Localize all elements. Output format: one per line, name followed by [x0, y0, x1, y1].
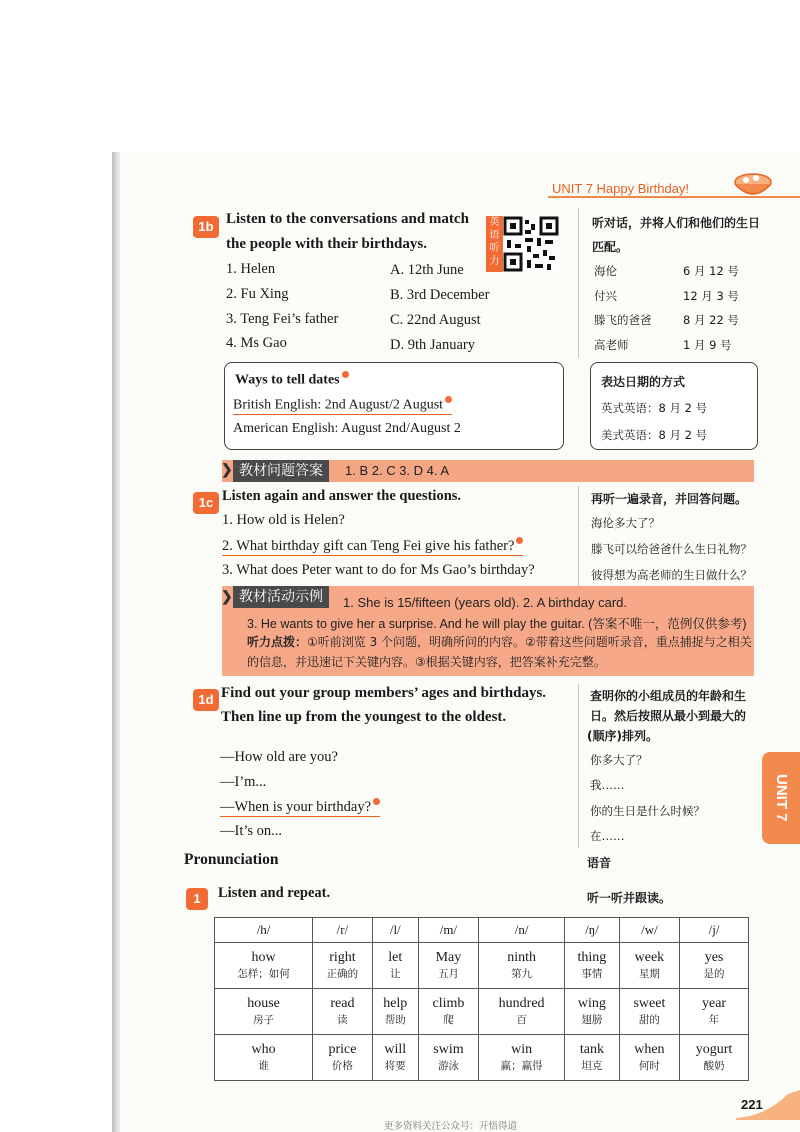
- date-item: C. 22nd August: [390, 312, 481, 328]
- table-row: [215, 989, 749, 1035]
- dialogue-line: —When is your birthday?: [220, 798, 380, 817]
- word-cell: help 帮助: [372, 989, 418, 1035]
- word-cell: thing 事情: [565, 943, 620, 989]
- cn-title-1c: 再听一遍录音，并回答问题。: [591, 492, 748, 506]
- phoneme-header: /w/: [619, 918, 679, 943]
- cn-question: 滕飞可以给爸爸什么生日礼物？: [591, 542, 752, 556]
- cn-dialogue-line: 在……: [590, 829, 625, 843]
- word-cell: wing 翅膀: [565, 989, 620, 1035]
- cn-title-1d-line1: 查明你的小组成员的年龄和生: [590, 689, 747, 703]
- question-item: 3. What does Peter want to do for Ms Gao’s birthday?: [222, 562, 535, 578]
- cn-question: 彼得想为高老师的生日做什么？: [591, 568, 752, 582]
- answer-1c-line1: 1. She is 15/fifteen (years old). 2. A birthday card.: [343, 595, 627, 610]
- date-item: D. 9th January: [390, 337, 475, 353]
- column-divider: [578, 208, 579, 358]
- chevron-right-icon: ❯: [221, 588, 233, 604]
- chevron-right-icon: ❯: [221, 461, 233, 477]
- side-tab-label: UNIT 7: [773, 774, 790, 822]
- section-1c-title: Listen again and answer the questions.: [222, 488, 462, 504]
- word-cell: when 何时: [619, 1035, 679, 1081]
- answer-1c-line2: 3. He wants to give her a surprise. And he will play the guitar. (答案不唯一，范例仅供参考): [247, 617, 747, 631]
- section-1b-badge: 1b: [193, 216, 219, 238]
- cn-date: 8 月 22 号: [683, 313, 739, 327]
- cn-title-1d-line3: (顺序)排列。: [587, 729, 658, 743]
- table-row: [215, 943, 749, 989]
- word-cell: sweet 甜的: [619, 989, 679, 1035]
- people-item: 1. Helen: [226, 261, 276, 277]
- word-cell: climb 爬: [418, 989, 478, 1035]
- word-cell: year 年: [680, 989, 749, 1035]
- word-cell: who 谁: [215, 1035, 313, 1081]
- listening-tip-line2: 的信息，并迅速记下关键内容。③根据关键内容，把答案补充完整。: [247, 655, 606, 669]
- footer-note: 更多资料关注公众号：开悟得道: [384, 1121, 518, 1132]
- pronunciation-heading: Pronunciation: [184, 851, 279, 868]
- word-cell: week 星期: [619, 943, 679, 989]
- date-item: B. 3rd December: [390, 287, 490, 303]
- cn-instruction-1b-line1: 听对话，并将人们和他们的生日: [592, 216, 761, 230]
- cn-person: 海伦: [594, 264, 617, 278]
- unit-header-title: UNIT 7 Happy Birthday!: [552, 181, 690, 196]
- phoneme-header: /l/: [372, 918, 418, 943]
- cn-instruction-1b-line2: 匹配。: [592, 240, 629, 254]
- word-cell: house 房子: [215, 989, 313, 1035]
- page-number: 221: [741, 1097, 763, 1112]
- dialogue-line: —How old are you?: [220, 749, 338, 765]
- listening-qr-label: 英语听力: [486, 216, 503, 272]
- cn-question: 海伦多大了？: [591, 516, 660, 530]
- unit-side-tab: [762, 752, 800, 844]
- cn-pronunciation-heading: 语音: [587, 856, 612, 870]
- section-1c-badge: 1c: [193, 492, 219, 514]
- cn-dialogue-line: 你的生日是什么时候？: [590, 804, 705, 818]
- listening-tip-line1: 听力点拨：①听前浏览 3 个问题，明确所问的内容。②带着这些问题听录音，重点捕捉与之相关: [247, 635, 752, 649]
- british-english-line: British English: 2nd August/2 August: [233, 396, 452, 415]
- phoneme-header: /j/: [680, 918, 749, 943]
- cn-person: 滕飞的爸爸: [594, 313, 652, 327]
- phoneme-table: [214, 917, 749, 1081]
- section-1b-title-line1: Listen to the conversations and match: [226, 211, 469, 227]
- american-english-line: American English: August 2nd/August 2: [233, 421, 461, 436]
- answer-tag-1b: 教材问题答案: [233, 460, 329, 482]
- table-row: [215, 1035, 749, 1081]
- word-cell: swim 游泳: [418, 1035, 478, 1081]
- cn-dates-box-title: 表达日期的方式: [601, 375, 686, 389]
- word-cell: read 读: [313, 989, 373, 1035]
- phoneme-header: /m/: [418, 918, 478, 943]
- dialogue-line: —It’s on...: [220, 823, 283, 839]
- word-cell: yogurt 酸奶: [680, 1035, 749, 1081]
- cn-dialogue-line: 你多大了？: [590, 753, 648, 767]
- dates-box-title: Ways to tell dates: [235, 371, 349, 389]
- phoneme-header: /h/: [215, 918, 313, 943]
- word-cell: right 正确的: [313, 943, 373, 989]
- section-1b-title-line2: the people with their birthdays.: [226, 236, 427, 252]
- word-cell: yes 是的: [680, 943, 749, 989]
- question-item: 2. What birthday gift can Teng Fei give his father?: [222, 537, 523, 556]
- phoneme-header: /r/: [313, 918, 373, 943]
- answer-text-1b: 1. B 2. C 3. D 4. A: [345, 463, 450, 478]
- word-cell: how 怎样；如何: [215, 943, 313, 989]
- cn-date: 6 月 12 号: [683, 264, 739, 278]
- cn-person: 高老师: [594, 338, 629, 352]
- cn-date: 12 月 3 号: [683, 289, 739, 303]
- cn-date: 1 月 9 号: [683, 338, 732, 352]
- people-item: 3. Teng Fei’s father: [226, 311, 339, 327]
- cn-dialogue-line: 我……: [590, 778, 625, 792]
- cn-british-line: 英式英语：8 月 2 号: [601, 401, 708, 415]
- bowl-icon: [726, 170, 780, 200]
- pronunciation-badge: 1: [186, 888, 208, 910]
- word-cell: price 价格: [313, 1035, 373, 1081]
- word-cell: tank 坦克: [565, 1035, 620, 1081]
- column-divider: [578, 486, 579, 586]
- section-1d-title-line2: Then line up from the youngest to the oldest.: [221, 709, 507, 725]
- answer-tag-1c: 教材活动示例: [233, 586, 329, 608]
- column-divider: [578, 684, 579, 848]
- cn-person: 付兴: [594, 289, 617, 303]
- cn-american-line: 美式英语：8 月 2 号: [601, 428, 708, 442]
- question-item: 1. How old is Helen?: [222, 512, 345, 528]
- pronunciation-instruction: Listen and repeat.: [218, 885, 331, 901]
- people-item: 4. Ms Gao: [226, 335, 287, 351]
- word-cell: ninth 第九: [479, 943, 565, 989]
- word-cell: let 让: [372, 943, 418, 989]
- phoneme-header: /ŋ/: [565, 918, 620, 943]
- cn-title-1d-line2: 日。然后按照从最小到最大的: [590, 709, 747, 723]
- section-1d-title-line1: Find out your group members’ ages and birthdays.: [221, 685, 547, 701]
- word-cell: will 将要: [372, 1035, 418, 1081]
- word-cell: win 赢；赢得: [479, 1035, 565, 1081]
- phoneme-header: /n/: [479, 918, 565, 943]
- phoneme-header-row: [215, 918, 749, 943]
- cn-pronunciation-instruction: 听一听并跟读。: [587, 891, 672, 905]
- word-cell: May 五月: [418, 943, 478, 989]
- people-item: 2. Fu Xing: [226, 286, 289, 302]
- section-1d-badge: 1d: [193, 689, 219, 711]
- qr-code-icon[interactable]: [503, 216, 559, 272]
- dialogue-line: —I’m...: [220, 774, 267, 790]
- word-cell: hundred 百: [479, 989, 565, 1035]
- date-item: A. 12th June: [390, 262, 464, 278]
